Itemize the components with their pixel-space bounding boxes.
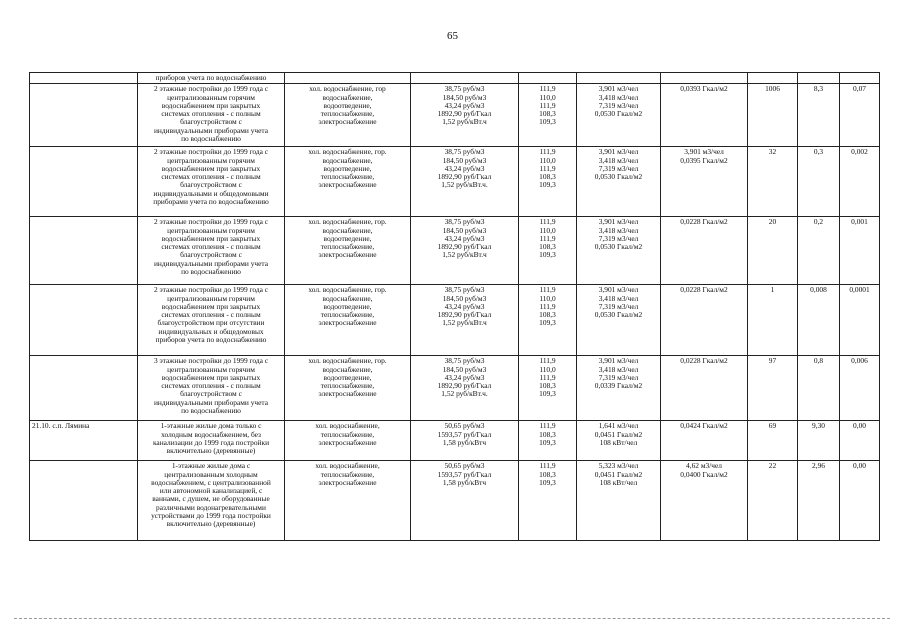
cell-line: хол. водоснабжение, гор.: [308, 147, 387, 157]
cell-line: 111,9: [539, 233, 556, 243]
cell-line: 111,9: [539, 100, 556, 110]
cell-line: 1,52 руб/кВт.ч: [442, 318, 487, 328]
cell-line: холодным водоснабжением, без: [161, 429, 261, 439]
cell-line: благоустройством с: [180, 250, 242, 260]
cell-line: 109,3: [539, 117, 556, 127]
cell-line: благоустройством с: [180, 180, 242, 190]
cell-line: 0,0400 Гкал/м2: [680, 469, 728, 479]
cell-line: приборов учета по водоснабжению: [155, 73, 267, 82]
cell-line: 0,0228 Гкал/м2: [680, 285, 728, 295]
norm-secondary-cell: [661, 421, 748, 461]
cell-line: 110,0: [539, 364, 556, 374]
cell-line: электроснабжение: [318, 477, 377, 487]
cell-line: водоотведение,: [323, 301, 372, 311]
cell-line: электроснабжение: [318, 117, 377, 127]
cell-line: по водоснабжению: [181, 267, 241, 277]
cell-line: 4,62 м3/чел: [686, 461, 722, 471]
tariffs-cell: [411, 356, 519, 421]
services-cell: [285, 421, 411, 461]
services-cell: [285, 147, 411, 217]
cell-line: 108 кВт/чел: [599, 437, 638, 447]
cell-line: хол. водоснабжение,: [315, 421, 380, 431]
cell-line: 111,9: [539, 217, 556, 227]
cell-line: 0,0228 Гкал/м2: [680, 356, 728, 366]
cell-line: 109,3: [539, 389, 556, 399]
cell-value: 22: [768, 461, 777, 471]
count-cell: [748, 461, 798, 541]
cell-line: по водоснабжению: [181, 406, 241, 416]
value-2-cell: [840, 217, 880, 285]
cell-line: благоустройством с: [180, 389, 242, 399]
cell-line: 184,50 руб/м3: [442, 92, 487, 102]
cell-line: 184,50 руб/м3: [442, 155, 487, 165]
cell-line: 7,319 м3/чел: [598, 372, 639, 382]
count-cell: [748, 285, 798, 356]
cell-line: централизованным холодным: [164, 469, 258, 479]
cell-line: включительно (деревянные): [166, 446, 256, 456]
cell-line: 0,0530 Гкал/м2: [594, 242, 643, 252]
cell-line: 110,0: [539, 92, 556, 102]
cell-value: 9,30: [812, 421, 825, 431]
cell-line: электроснабжение: [318, 437, 377, 447]
cell-line: 43,24 руб/м3: [444, 163, 485, 173]
cell-line: 0,0393 Гкал/м2: [680, 84, 728, 94]
norm-secondary-cell: [661, 73, 748, 84]
services-cell: [285, 461, 411, 541]
count-cell: [748, 217, 798, 285]
value-2-cell: [840, 73, 880, 84]
cell-line: 43,24 руб/м3: [444, 100, 485, 110]
cell-line: 0,0424 Гкал/м2: [680, 421, 728, 431]
value-1-cell: [798, 461, 840, 541]
cell-line: индивидуальными приборами учета: [153, 397, 269, 407]
cell-line: 0,0530 Гкал/м2: [594, 310, 643, 320]
cell-line: электроснабжение: [318, 389, 377, 399]
cell-line: индивидуальными приборами учета: [153, 258, 269, 268]
cell-line: 1892,90 руб/Гкал: [437, 381, 492, 391]
index-percent-cell: [519, 73, 577, 84]
cell-line: водоснабжение,: [322, 293, 373, 303]
cell-line: 109,3: [539, 318, 556, 328]
cell-value: 0,07: [853, 84, 866, 94]
cell-line: 108,3: [539, 381, 556, 391]
cell-line: водоотведение,: [323, 100, 372, 110]
norm-secondary-cell: [661, 147, 748, 217]
cell-line: 0,0451 Гкал/м2: [594, 429, 643, 439]
cell-line: 1,52 руб/кВт.ч: [442, 117, 487, 127]
cell-line: 7,319 м3/чел: [598, 233, 639, 243]
norm-secondary-cell: [661, 285, 748, 356]
value-1-cell: [798, 73, 840, 84]
count-cell: [748, 356, 798, 421]
value-1-cell: [798, 147, 840, 217]
cell-line: водоснабжение,: [322, 364, 373, 374]
norm-secondary-cell: [661, 461, 748, 541]
cell-line: водоотведение,: [323, 163, 372, 173]
cell-line: системах отопления - с полным: [161, 381, 261, 391]
cell-line: 108,3: [539, 172, 556, 182]
cell-line: теплоснабжение,: [320, 242, 375, 252]
value-2-cell: [840, 421, 880, 461]
cell-line: 3,418 м3/чел: [598, 364, 639, 374]
value-1-cell: [798, 356, 840, 421]
tariffs-cell: [411, 461, 519, 541]
cell-line: электроснабжение: [318, 180, 377, 190]
cell-line: системах отопления - с полным: [161, 172, 261, 182]
cell-line: 38,75 руб/м3: [444, 84, 485, 94]
cell-line: 108,3: [539, 469, 556, 479]
cell-line: индивидуальных и общедомовых: [158, 326, 264, 336]
cell-line: водоотведение,: [323, 372, 372, 382]
index-percent-cell: [519, 84, 577, 147]
cell-line: 3,418 м3/чел: [598, 225, 639, 235]
cell-line: теплоснабжение,: [320, 310, 375, 320]
cell-line: централизованным горячим: [167, 155, 255, 165]
cell-line: 38,75 руб/м3: [444, 217, 485, 227]
cell-value: 20: [768, 217, 777, 227]
cell-line: 108,3: [539, 429, 556, 439]
settlement-cell: [30, 84, 138, 147]
cell-line: 184,50 руб/м3: [442, 293, 487, 303]
count-cell: [748, 84, 798, 147]
cell-line: 110,0: [539, 225, 556, 235]
cell-line: 111,9: [539, 372, 556, 382]
cell-line: 1-этажные жилые дома только с: [160, 421, 262, 431]
bottom-scan-line: [14, 618, 890, 619]
cell-line: хол. водоснабжение, гор.: [308, 217, 387, 227]
cell-line: 3,901 м3/чел: [598, 285, 639, 295]
norm-secondary-cell: [661, 84, 748, 147]
table-row: [30, 421, 880, 461]
cell-value: 0,0001: [849, 285, 870, 295]
table-row: [30, 285, 880, 356]
object-description-cell: [138, 147, 285, 217]
cell-line: 111,9: [539, 163, 556, 173]
cell-line: 50,65 руб/м3: [444, 461, 485, 471]
cell-line: теплоснабжение,: [320, 381, 375, 391]
cell-line: 3,418 м3/чел: [598, 92, 639, 102]
cell-line: 3,901 м3/чел: [684, 147, 724, 157]
table-body: [30, 73, 880, 541]
norm-primary-cell: [577, 73, 661, 84]
cell-line: 0,0339 Гкал/м2: [594, 381, 643, 391]
cell-line: 111,9: [539, 301, 556, 311]
table-row: [30, 356, 880, 421]
norm-primary-cell: [577, 217, 661, 285]
cell-line: электроснабжение: [318, 318, 377, 328]
cell-value: 0,00: [853, 421, 866, 431]
cell-line: по водоснабжению: [181, 134, 241, 144]
cell-line: теплоснабжение,: [320, 172, 375, 182]
table-row: [30, 84, 880, 147]
cell-line: централизованным горячим: [167, 364, 255, 374]
cell-line: 109,3: [539, 250, 556, 260]
cell-value: 32: [768, 147, 777, 157]
services-cell: [285, 217, 411, 285]
value-2-cell: [840, 84, 880, 147]
cell-value: 0,8: [813, 356, 824, 366]
cell-line: 109,3: [539, 180, 556, 190]
index-percent-cell: [519, 147, 577, 217]
cell-line: 3,901 м3/чел: [598, 217, 639, 227]
cell-line: 5,323 м3/чел: [598, 461, 639, 471]
cell-line: 1,58 руб/кВтч: [442, 437, 487, 447]
services-cell: [285, 285, 411, 356]
cell-line: 7,319 м3/чел: [598, 301, 639, 311]
cell-line: 0,0530 Гкал/м2: [594, 109, 643, 119]
value-1-cell: [798, 285, 840, 356]
settlement-cell: [30, 285, 138, 356]
count-cell: [748, 73, 798, 84]
cell-value: 8,3: [813, 84, 824, 94]
cell-line: канализации до 1999 года постройки: [152, 437, 270, 447]
norm-primary-cell: [577, 285, 661, 356]
object-description-cell: [138, 285, 285, 356]
table-row: [30, 147, 880, 217]
cell-line: водоснабжением при закрытых: [161, 163, 261, 173]
cell-line: централизованным горячим: [167, 225, 255, 235]
cell-line: 1892,90 руб/Гкал: [437, 242, 492, 252]
cell-line: системах отопления - с полным: [161, 109, 261, 119]
cell-line: 1892,90 руб/Гкал: [437, 310, 492, 320]
cell-line: 108,3: [539, 310, 556, 320]
page-number: 65: [447, 30, 458, 42]
cell-value: 0,006: [851, 356, 868, 366]
cell-value: 21.10. с.п. Лямина: [32, 421, 90, 431]
cell-value: 0,3: [813, 147, 824, 157]
tariffs-cell: [411, 73, 519, 84]
cell-line: хол. водоснабжение,: [315, 461, 380, 471]
norm-primary-cell: [577, 421, 661, 461]
cell-line: 38,75 руб/м3: [444, 147, 485, 157]
cell-line: 3,901 м3/чел: [598, 147, 639, 157]
cell-line: 110,0: [539, 293, 556, 303]
cell-line: 1,58 руб/кВтч: [442, 477, 487, 487]
cell-line: централизованным горячим: [167, 92, 255, 102]
object-description-cell: [138, 84, 285, 147]
cell-line: 3,418 м3/чел: [598, 293, 639, 303]
cell-line: или автономной канализацией, с: [159, 486, 263, 496]
cell-line: 2 этажные постройки до 1999 года с: [153, 147, 269, 157]
cell-line: теплоснабжение,: [320, 429, 375, 439]
cell-line: водоснабжение,: [322, 92, 373, 102]
cell-line: 7,319 м3/чел: [598, 163, 639, 173]
cell-line: 1,52 руб/кВт.ч.: [441, 389, 488, 399]
value-2-cell: [840, 147, 880, 217]
value-2-cell: [840, 356, 880, 421]
cell-line: различными водонагревательными: [156, 502, 266, 512]
cell-line: 184,50 руб/м3: [442, 225, 487, 235]
object-description-cell: [138, 356, 285, 421]
cell-line: 0,0395 Гкал/м2: [680, 155, 728, 165]
cell-line: устройствами до 1999 года постройки: [151, 511, 271, 521]
cell-line: включительно (деревянные): [166, 519, 256, 529]
cell-line: теплоснабжение,: [320, 109, 375, 119]
cell-line: 1593,57 руб/Гкал: [437, 469, 492, 479]
cell-line: 3,901 м3/чел: [598, 356, 639, 366]
cell-value: 97: [768, 356, 777, 366]
cell-line: системах отопления - с полным: [161, 242, 261, 252]
cell-line: хол. водоснабжение, гор: [309, 84, 386, 94]
cell-line: 0,0451 Гкал/м2: [594, 469, 643, 479]
settlement-cell: [30, 421, 138, 461]
cell-value: 2,96: [812, 461, 825, 471]
tariff-table: [29, 72, 880, 541]
cell-value: 0,2: [813, 217, 824, 227]
cell-line: 1-этажные жилые дома с: [171, 461, 251, 471]
cell-line: индивидуальными и общедомовыми: [153, 188, 269, 198]
norm-secondary-cell: [661, 217, 748, 285]
tariffs-cell: [411, 217, 519, 285]
cell-value: 0,002: [851, 147, 868, 157]
value-1-cell: [798, 217, 840, 285]
cell-line: водоснабжением, с централизованной: [151, 477, 271, 487]
cell-line: 7,319 м3/чел: [598, 100, 639, 110]
cell-line: 110,0: [539, 155, 556, 165]
cell-line: 1892,90 руб/Гкал: [437, 109, 492, 119]
cell-line: водоснабжением при закрытых: [161, 233, 261, 243]
cell-value: 0,001: [851, 217, 868, 227]
tariffs-cell: [411, 147, 519, 217]
cell-line: 3,418 м3/чел: [598, 155, 639, 165]
cell-line: водоснабжением при закрытых: [161, 372, 261, 382]
cell-value: 1: [770, 285, 775, 295]
table-row: [30, 461, 880, 541]
settlement-cell: [30, 356, 138, 421]
object-description-cell: [138, 421, 285, 461]
index-percent-cell: [519, 421, 577, 461]
settlement-cell: [30, 147, 138, 217]
cell-line: 2 этажные постройки до 1999 года с: [153, 217, 269, 227]
tariffs-cell: [411, 84, 519, 147]
norm-primary-cell: [577, 84, 661, 147]
index-percent-cell: [519, 217, 577, 285]
cell-line: 108,3: [539, 109, 556, 119]
value-1-cell: [798, 421, 840, 461]
cell-line: 43,24 руб/м3: [444, 301, 485, 311]
cell-line: электроснабжение: [318, 250, 377, 260]
table-row: [30, 73, 880, 84]
cell-line: хол. водоснабжение, гор.: [308, 356, 387, 366]
services-cell: [285, 73, 411, 84]
value-2-cell: [840, 285, 880, 356]
cell-value: 0,008: [810, 285, 827, 295]
settlement-cell: [30, 73, 138, 84]
norm-secondary-cell: [661, 356, 748, 421]
cell-line: теплоснабжение,: [320, 469, 375, 479]
cell-line: 1593,57 руб/Гкал: [437, 429, 492, 439]
cell-line: 38,75 руб/м3: [444, 285, 485, 295]
cell-line: 111,9: [539, 421, 556, 431]
value-2-cell: [840, 461, 880, 541]
index-percent-cell: [519, 285, 577, 356]
cell-line: 108 кВт/чел: [599, 477, 638, 487]
cell-line: 111,9: [539, 461, 556, 471]
cell-line: хол. водоснабжение, гор.: [308, 285, 387, 295]
cell-line: 2 этажные постройки до 1999 года с: [153, 285, 269, 295]
cell-line: 38,75 руб/м3: [444, 356, 485, 366]
cell-value: 69: [768, 421, 777, 431]
cell-line: 3 этажные постройки до 1999 года с: [153, 356, 269, 366]
cell-line: 1,641 м3/чел: [598, 421, 639, 431]
cell-line: индивидуальными приборами учета: [153, 125, 269, 135]
cell-line: 0,0530 Гкал/м2: [594, 172, 643, 182]
cell-line: 184,50 руб/м3: [442, 364, 487, 374]
cell-line: приборами учета по водоснабжению: [153, 197, 269, 207]
cell-line: приборов учета по водоснабжению: [155, 335, 267, 345]
cell-line: 111,9: [539, 285, 556, 295]
table-row: [30, 217, 880, 285]
cell-line: централизованным горячим: [167, 293, 255, 303]
cell-line: водоснабжением при закрытых: [161, 100, 261, 110]
cell-line: 43,24 руб/м3: [444, 372, 485, 382]
cell-line: водоснабжение,: [322, 225, 373, 235]
cell-line: водоотведение,: [323, 233, 372, 243]
cell-line: системах отопления - с полным: [161, 310, 261, 320]
cell-line: благоустройством с: [180, 117, 242, 127]
cell-line: 1,52 руб/кВт.ч.: [441, 180, 488, 190]
cell-line: 50,65 руб/м3: [444, 421, 485, 431]
settlement-cell: [30, 461, 138, 541]
cell-line: 109,3: [539, 477, 556, 487]
norm-primary-cell: [577, 356, 661, 421]
value-1-cell: [798, 84, 840, 147]
tariffs-cell: [411, 421, 519, 461]
norm-primary-cell: [577, 461, 661, 541]
object-description-cell: [138, 461, 285, 541]
tariffs-cell: [411, 285, 519, 356]
cell-line: 108,3: [539, 242, 556, 252]
cell-line: водоснабжением при закрытых: [161, 301, 261, 311]
cell-line: ваннами, с душем, не оборудованные: [152, 494, 270, 504]
services-cell: [285, 356, 411, 421]
norm-primary-cell: [577, 147, 661, 217]
cell-line: 2 этажные постройки до 1999 года с: [153, 84, 269, 94]
cell-line: 1892,90 руб/Гкал: [437, 172, 492, 182]
services-cell: [285, 84, 411, 147]
cell-line: 43,24 руб/м3: [444, 233, 485, 243]
cell-line: 111,9: [539, 356, 556, 366]
cell-value: 0,00: [853, 461, 866, 471]
settlement-cell: [30, 217, 138, 285]
cell-line: 1,52 руб/кВт.ч: [442, 250, 487, 260]
count-cell: [748, 421, 798, 461]
cell-line: благоустройством при отсутствии: [157, 318, 265, 328]
cell-line: 0,0228 Гкал/м2: [680, 217, 728, 227]
cell-line: 3,901 м3/чел: [598, 84, 639, 94]
count-cell: [748, 147, 798, 217]
cell-line: 111,9: [539, 84, 556, 94]
cell-line: водоснабжение,: [322, 155, 373, 165]
index-percent-cell: [519, 461, 577, 541]
cell-line: 111,9: [539, 147, 556, 157]
object-description-cell: [138, 73, 285, 84]
cell-value: 1006: [765, 84, 780, 94]
index-percent-cell: [519, 356, 577, 421]
cell-line: 109,3: [539, 437, 556, 447]
object-description-cell: [138, 217, 285, 285]
